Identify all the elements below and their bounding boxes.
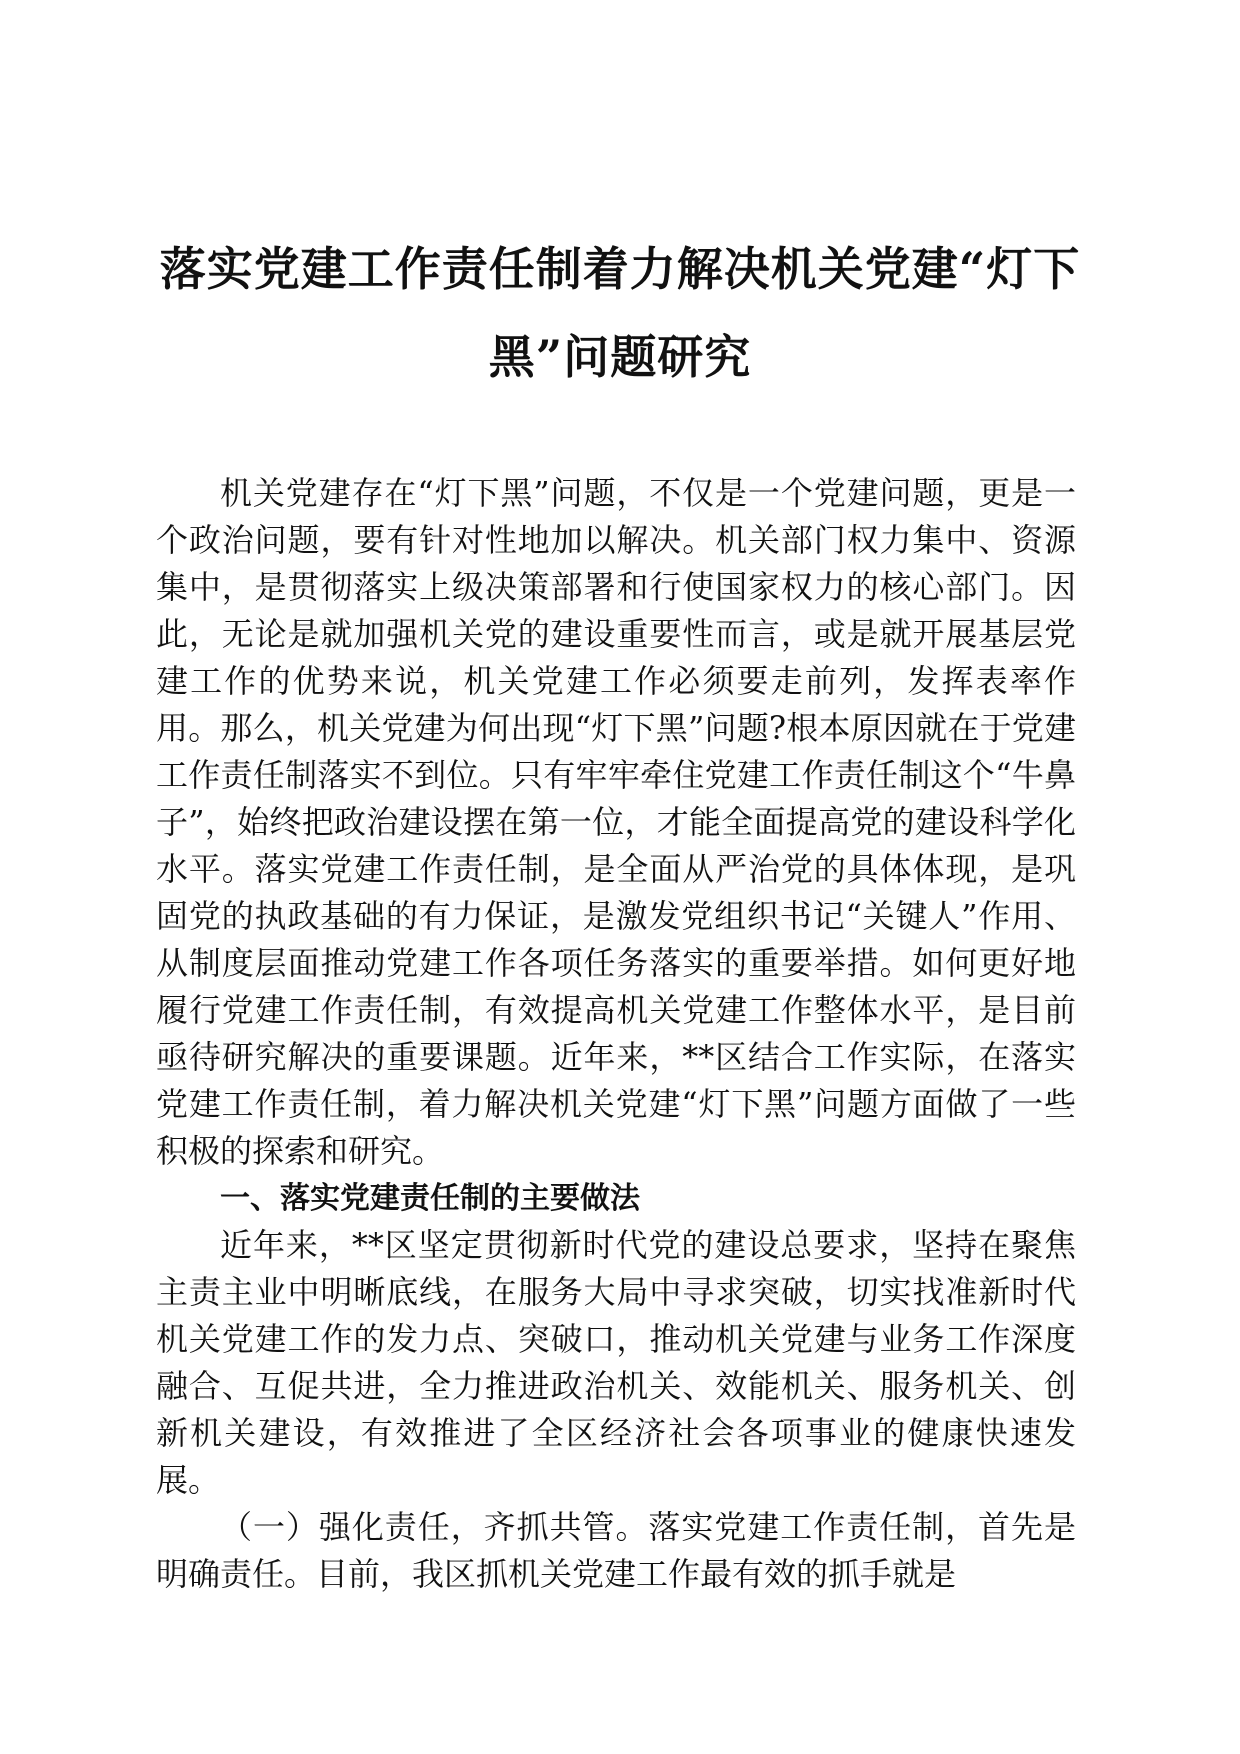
subsection-1-paragraph xyxy=(156,1504,1076,1598)
intro-paragraph: 机关党建存在“灯下黑”问题，不仅是一个党建问题，更是一个政治问题，要有针对性地加以解决。机关部门权力集中、资源集中，是贯彻落实上级决策部署和行使国家权力的核心部门。因此，无论是就加强机关党的建设重要性而言，或是就开展基层党建工作的优势来说，机关党建工作必须要走前列，发挥表率作用。那么，机关党建为何出现“灯下黑”问题?根本原因就在于党建工作责任制落实不到位。只有牢牢牵住党建工作责任制这个“牛鼻子”，始终把政治建设摆在第一位，才能全面提高党的建设科学化水平。落实党建工作责任制，是全面从严治党的具体体现，是巩固党的执政基础的有力保证，是激发党组织书记“关键人”作用、从制度层面推动党建工作各项任务落实的重要举措。如何更好地履行党建工作责任制，有效提高机关党建工作整体水平，是目前亟待研究解决的重要课题。近年来，**区结合工作实际，在落实党建工作责任制，着力解决机关党建“灯下黑”问题方面做了一些积极的探索和研究。 xyxy=(156,474,1076,1170)
title-line-1: 落实党建工作责任制着力解决机关党建“灯下 xyxy=(159,242,1081,296)
subsection-1-text: 落实党建工作责任制，首先是明确责任。目前，我区抓机关党建工作最有效的抓手就是 xyxy=(156,1508,1076,1593)
subsection-1-lead: （一）强化责任，齐抓共管。 xyxy=(220,1508,649,1546)
section-1-heading: 一、落实党建责任制的主要做法 xyxy=(220,1181,640,1216)
document-body xyxy=(156,470,1076,1598)
title-line-2: 黑”问题研究 xyxy=(488,330,752,384)
section-1-paragraph: 近年来，**区坚定贯彻新时代党的建设总要求，坚持在聚焦主责主业中明晰底线，在服务大局中寻求突破，切实找准新时代机关党建工作的发力点、突破口，推动机关党建与业务工作深度融合、互促共进，全力推进政治机关、效能机关、服务机关、创新机关建设，有效推进了全区经济社会各项事业的健康快速发展。 xyxy=(156,1226,1076,1499)
document-title xyxy=(150,225,1090,401)
